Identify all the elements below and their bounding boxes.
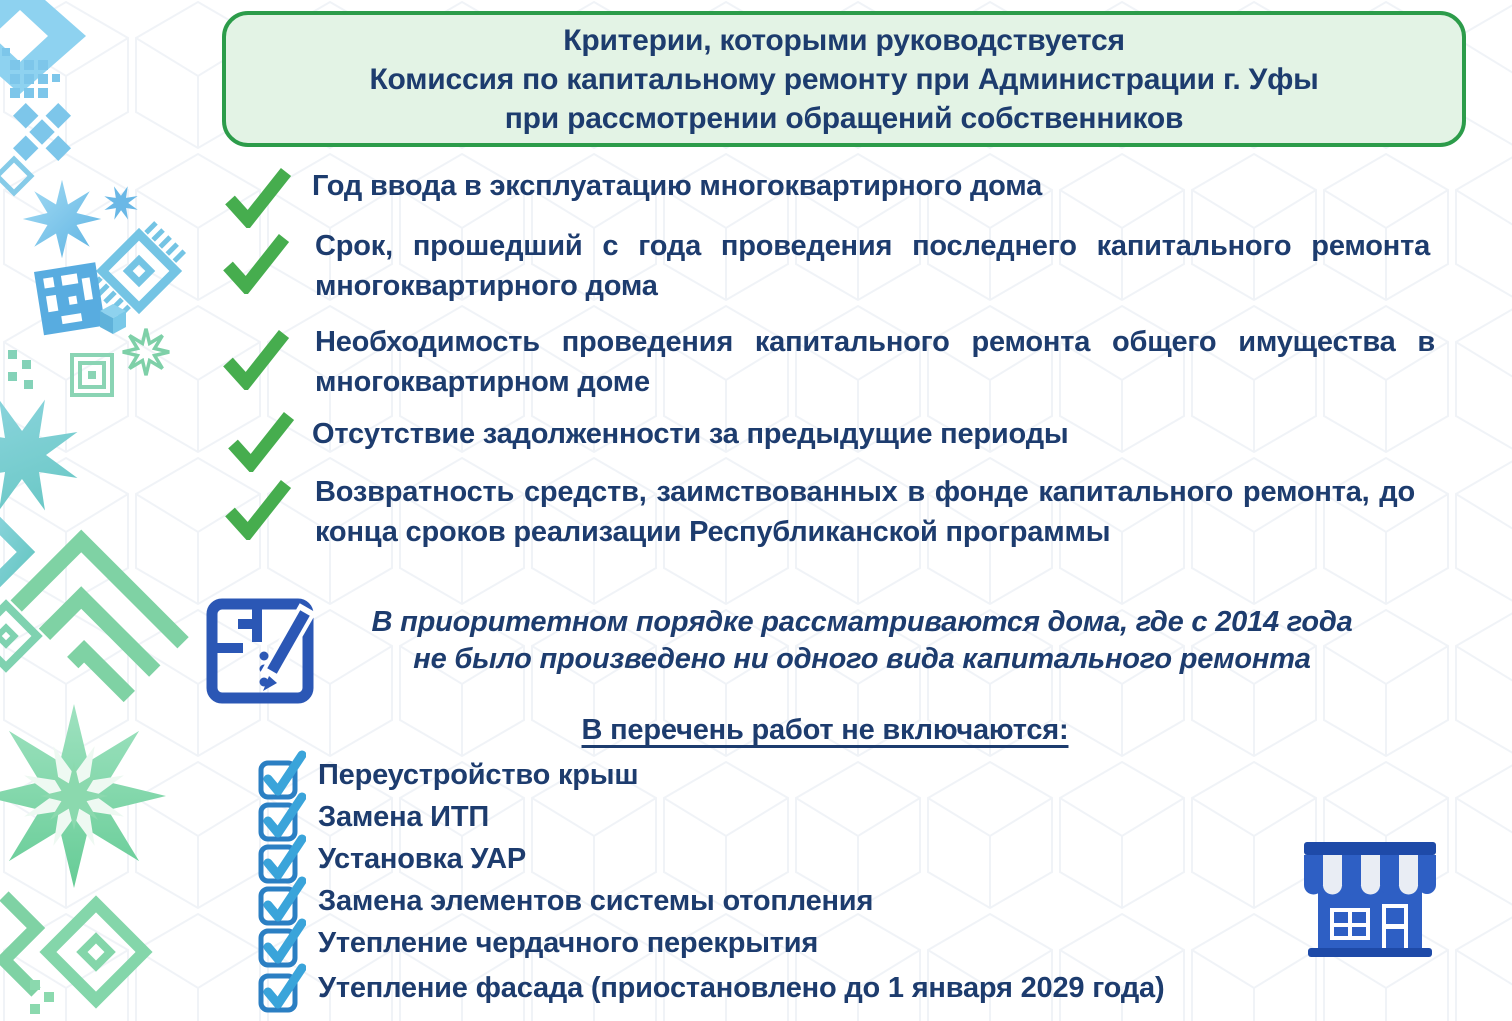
ornament-star-big [23, 180, 101, 258]
ornament-strip [0, 0, 240, 1021]
title-line-3: при рассмотрении обращений собственников [504, 101, 1184, 135]
excluded-works-heading: В перечень работ не включаются: [581, 714, 1069, 746]
ornament-stamp [72, 355, 112, 395]
ornament-pixel-square [34, 262, 105, 335]
criterion-text-1: Год ввода в эксплуатацию многоквартирного дома [312, 170, 1043, 202]
green-check-icon [220, 232, 292, 294]
green-check-icon [222, 478, 294, 540]
ornament-fringe-diamond [88, 220, 190, 322]
excluded-work-1: Переустройство крыш [318, 759, 639, 791]
ornament-star-outline [123, 329, 169, 375]
excluded-work-2: Замена ИТП [318, 801, 489, 833]
ornament-medallion [0, 704, 166, 888]
title-line-1: Критерии, которыми руководствуется [563, 23, 1125, 57]
criterion-text-5: Возвратность средств, заимствованных в фонде капитального ремонта, до конца сроков реализации Республиканской программы [315, 476, 1415, 548]
ornament-fringe-diamond-green [0, 605, 37, 667]
title-box [222, 11, 1466, 147]
floorplan-pencil-icon [204, 596, 324, 706]
ornament-open-diamond [0, 159, 31, 193]
priority-note-line-2: не было произведено ни одного вида капитального ремонта [413, 643, 1311, 675]
ornament-pixels [8, 350, 33, 389]
excluded-work-5: Утепление чердачного перекрытия [318, 927, 819, 959]
ornament-bottom-pixels [30, 980, 54, 1014]
green-check-icon [222, 166, 294, 228]
green-check-icon [225, 410, 297, 472]
green-check-icon [220, 328, 292, 390]
excluded-work-6: Утепление фасада (приостановлено до 1 января 2029 года) [318, 972, 1165, 1004]
ornament-star-x [0, 377, 100, 534]
excluded-work-4: Замена элементов системы отопления [318, 885, 874, 917]
ornament-zigzag [4, 896, 36, 992]
blue-checkbox-check-icon [258, 962, 306, 1016]
ornament-bottom-diamond [48, 904, 144, 1000]
priority-note-line-1: В приоритетном порядке рассматриваются дома, где с 2014 года [371, 606, 1353, 638]
criterion-text-4: Отсутствие задолженности за предыдущие периоды [312, 418, 1069, 450]
storefront-icon [1290, 836, 1450, 961]
ornament-star-small [98, 180, 145, 227]
priority-note [330, 604, 1394, 678]
criterion-text-2: Срок, прошедший с года проведения последнего капитального ремонта многоквартирного дома [315, 230, 1430, 302]
ornament-cube [100, 304, 126, 334]
ornament-chevron [0, 512, 26, 592]
ornament-meander [16, 541, 183, 708]
title-line-2: Комиссия по капитальному ремонту при Администрации г. Уфы [369, 62, 1319, 96]
excluded-work-3: Установка УАР [318, 843, 526, 875]
criterion-text-3: Необходимость проведения капитального ремонта общего имущества в многоквартирном доме [315, 326, 1435, 398]
ornament-quatrefoil [0, 87, 87, 178]
